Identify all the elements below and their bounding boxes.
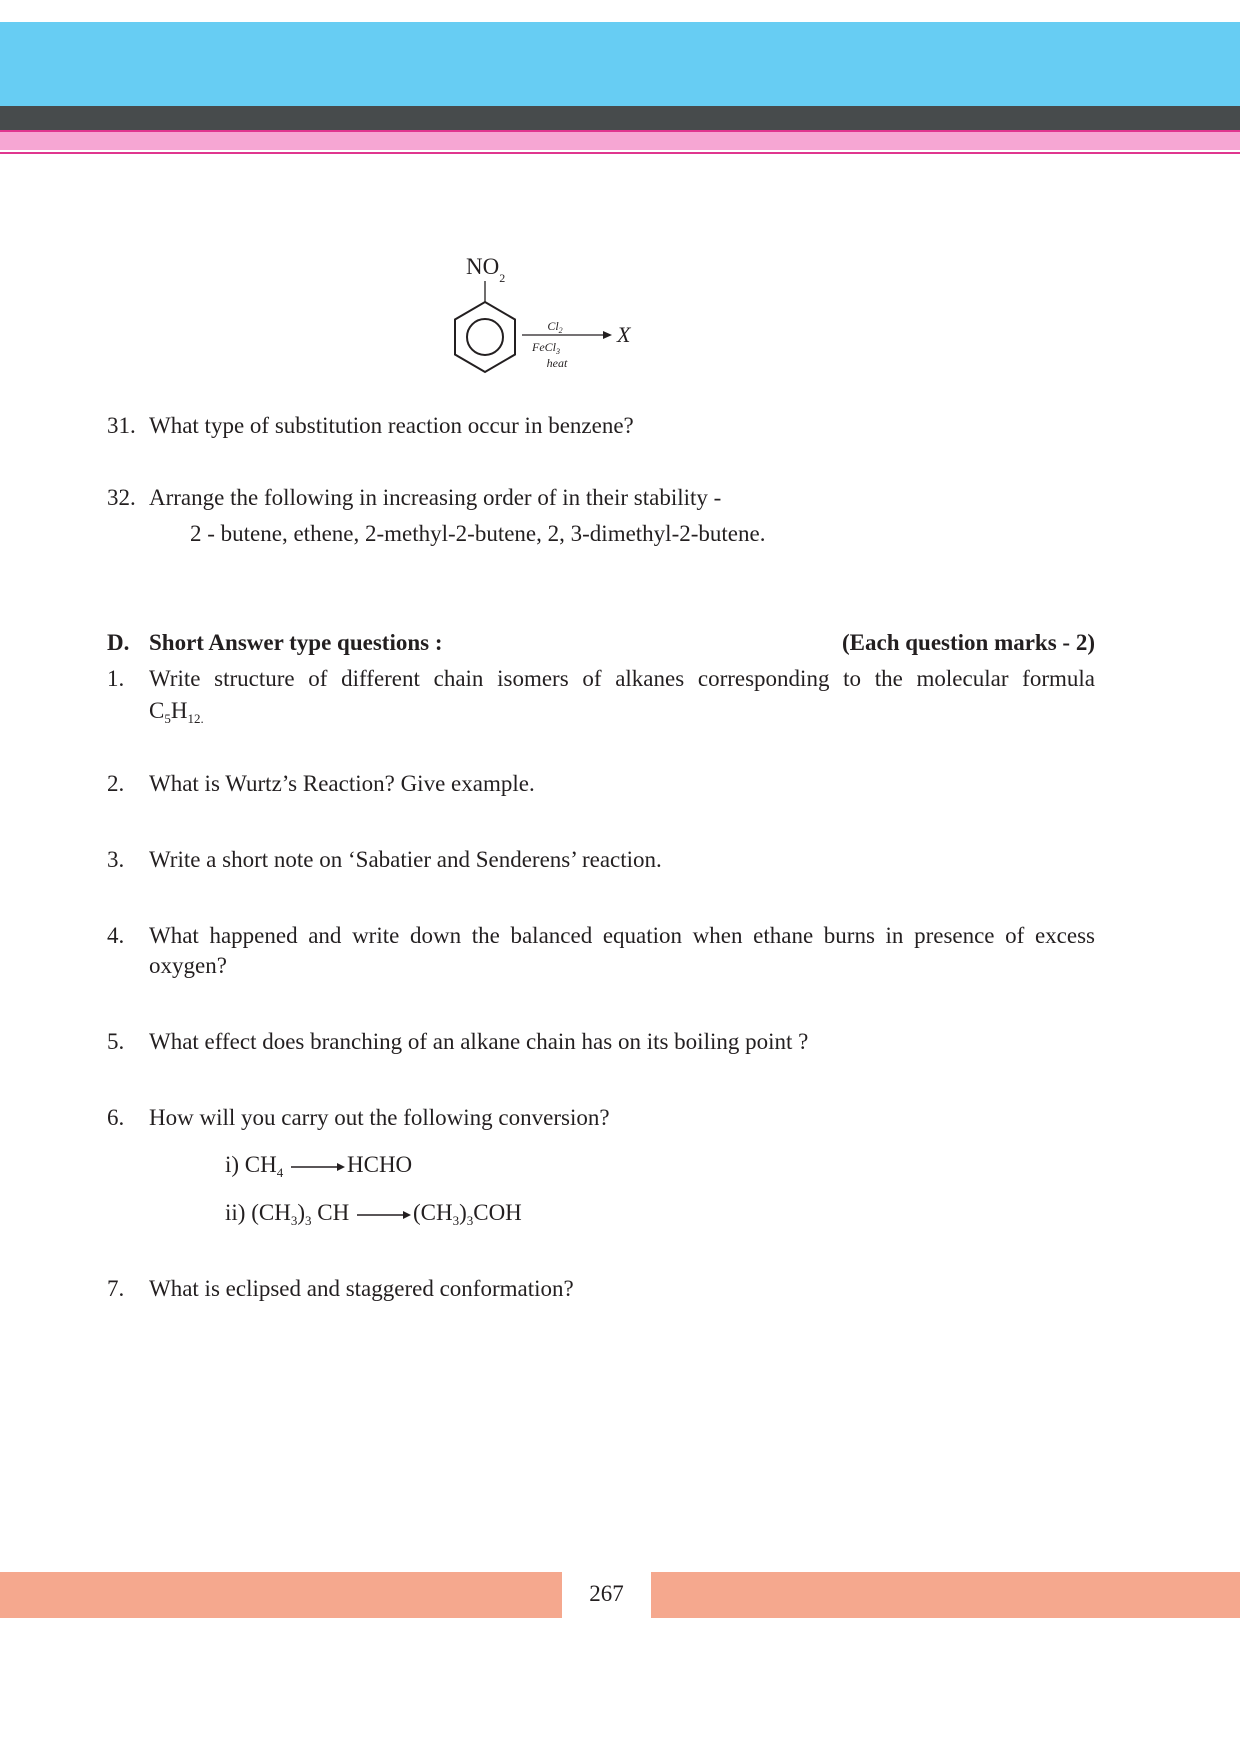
section-title: Short Answer type questions : bbox=[149, 630, 443, 655]
header-blue-band bbox=[0, 22, 1240, 106]
question-number: 32. bbox=[107, 485, 136, 510]
question-text: Write a short note on ‘Sabatier and Senderens’ reaction. bbox=[149, 847, 662, 872]
section-letter: D. bbox=[107, 630, 130, 655]
arrow-icon bbox=[355, 1209, 413, 1221]
page-number: 267 bbox=[589, 1581, 624, 1606]
question-text: Write structure of different chain isomers of alkanes corresponding to the molecular formula bbox=[149, 666, 1095, 691]
reaction-arrow-head bbox=[603, 331, 612, 339]
molecular-formula: $C_5H_{12.}$ bbox=[149, 698, 204, 726]
question-text: What is Wurtz’s Reaction? Give example. bbox=[149, 771, 535, 796]
question-text: How will you carry out the following conversion? bbox=[149, 1105, 610, 1130]
question-number: 2. bbox=[107, 771, 125, 796]
question-text: What is eclipsed and staggered conformation? bbox=[149, 1276, 574, 1301]
question-text: What type of substitution reaction occur in benzene? bbox=[149, 413, 634, 438]
question-number: 3. bbox=[107, 847, 125, 872]
question-text: What effect does branching of an alkane chain has on its boiling point ? bbox=[149, 1029, 809, 1054]
reagent-ferric-chloride: FeCl$_3$ bbox=[532, 340, 560, 356]
header-pink-line bbox=[0, 152, 1240, 154]
reagent-chlorine: $Cl_2$ bbox=[547, 319, 563, 335]
question-number: 5. bbox=[107, 1029, 125, 1054]
question-text: Arrange the following in increasing order of in their stability - bbox=[149, 485, 722, 510]
product-label: X bbox=[617, 322, 631, 347]
section-marks: (Each question marks - 2) bbox=[841, 630, 1095, 655]
aromatic-circle bbox=[467, 319, 503, 355]
question-text-continued: oxygen? bbox=[149, 953, 227, 978]
reaction-condition: heat bbox=[546, 356, 568, 370]
header-dark-band bbox=[0, 106, 1240, 130]
reaction-scheme-drawing bbox=[440, 245, 640, 385]
question-number: 6. bbox=[107, 1105, 125, 1130]
nitrobenzene-reaction-scheme bbox=[440, 245, 640, 385]
question-number: 31. bbox=[107, 413, 136, 438]
substituent-label: $NO_2$ bbox=[466, 254, 506, 285]
question-number: 7. bbox=[107, 1276, 125, 1301]
footer-band-left bbox=[0, 1572, 562, 1618]
question-number: 1. bbox=[107, 666, 125, 691]
question-text: What happened and write down the balanced equation when ethane burns in presence of excess bbox=[149, 923, 1095, 948]
conversion-1: i) $CH_4$ HCHO bbox=[225, 1152, 413, 1180]
header-pink-band bbox=[0, 130, 1240, 150]
conversion-2: ii) $(CH_3)_3$ CH $(CH_3)_3COH$ bbox=[225, 1200, 522, 1228]
arrow-icon bbox=[289, 1161, 347, 1173]
question-subtext: 2 - butene, ethene, 2-methyl-2-butene, 2, 3-dimethyl-2-butene. bbox=[190, 521, 766, 546]
footer-band-right bbox=[651, 1572, 1240, 1618]
question-number: 4. bbox=[107, 923, 125, 948]
benzene-ring bbox=[455, 302, 515, 372]
